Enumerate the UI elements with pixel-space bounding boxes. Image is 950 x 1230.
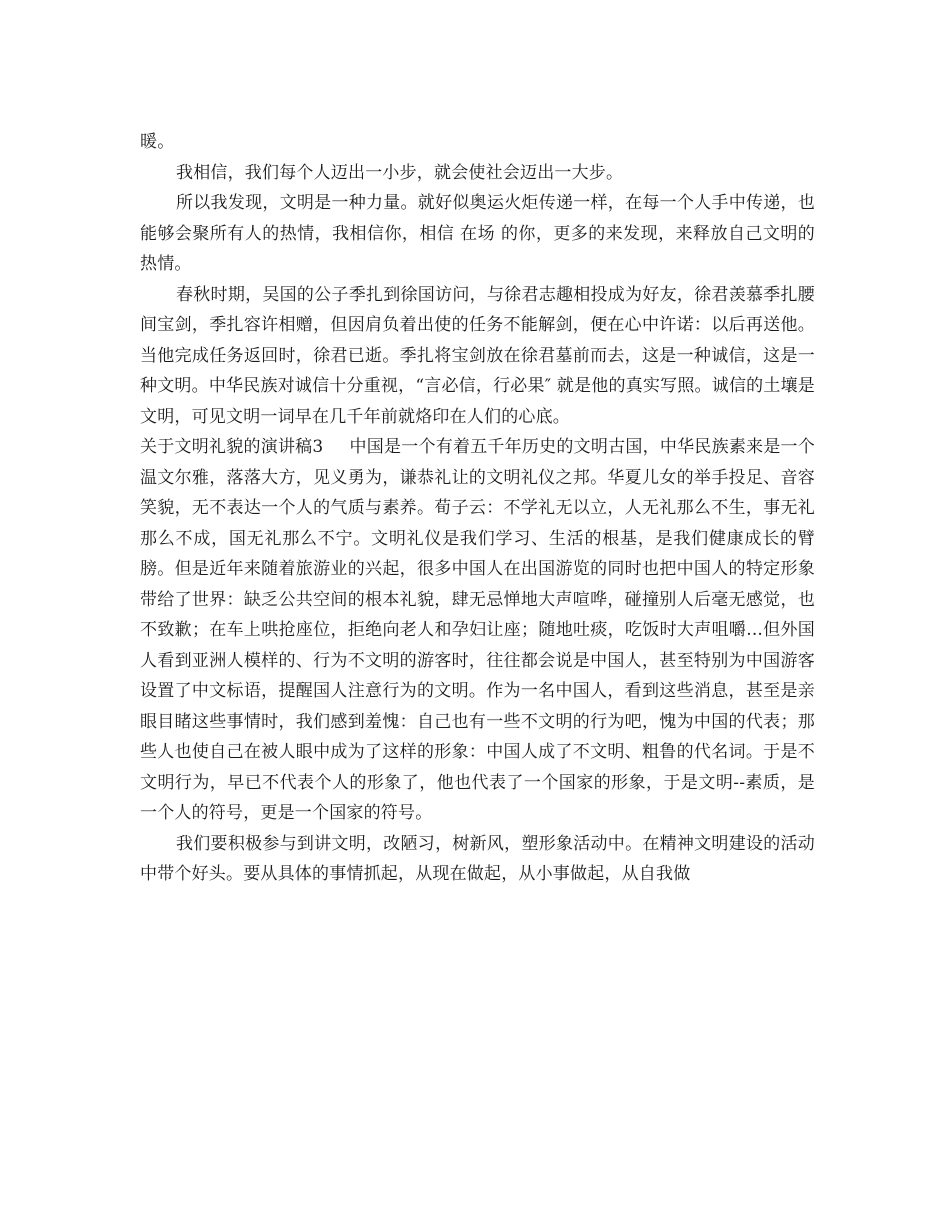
paragraph-with-heading: [140, 432, 815, 829]
paragraph-text: 中国是一个有着五千年历史的文明古国，中华民族素来是一个温文尔雅，落落大方，见义勇为，谦恭礼让的文明礼仪之邦。华夏儿女的举手投足、音容笑貌，无不表达一个人的气质与素养。荀子云：不学礼无以立，人无礼那么不生，事无礼那么不成，国无礼那么不宁。文明礼仪是我们学习、生活的根基，是我们健康成长的臂膀。但是近年来随着旅游业的兴起，很多中国人在出国游览的同时也把中国人的特定形象带给了世界：缺乏公共空间的根本礼貌，肆无忌惮地大声喧哗，碰撞别人后毫无感觉，也不致歉；在车上哄抢座位，拒绝向老人和孕妇让座；随地吐痰，吃饭时大声咀嚼...但外国人看到亚洲人模样的、行为不文明的游客时，往往都会说是中国人，甚至特别为中国游客设置了中文标语，提醒国人注意行为的文明。作为一名中国人，看到这些消息，甚至是亲眼目睹这些事情时，我们感到羞愧：自己也有一些不文明的行为吧，愧为中国的代表；那些人也使自己在被人眼中成为了这样的形象：中国人成了不文明、粗鲁的代名词。于是不文明行为，早已不代表个人的形象了，他也代表了一个国家的形象，于是文明--素质，是一个人的符号，更是一个国家的符号。: [140, 437, 816, 823]
paragraph: 我们要积极参与到讲文明，改陋习，树新风，塑形象活动中。在精神文明建设的活动中带个好头。要从具体的事情抓起，从现在做起，从小事做起，从自我做: [140, 833, 815, 884]
paragraph: 所以我发现，文明是一种力量。就好似奥运火炬传递一样，在每一个人手中传递，也能够会聚所有人的热情，我相信你，相信 在场 的你，更多的来发现，来释放自己文明的热情。: [140, 193, 815, 274]
paragraph: 我相信，我们每个人迈出一小步，就会使社会迈出一大步。: [176, 162, 624, 183]
section-heading: 关于文明礼貌的演讲稿3: [140, 437, 324, 457]
paragraph: 暖。: [140, 132, 175, 152]
paragraph: 春秋时期，吴国的公子季扎到徐国访问，与徐君志趣相投成为好友，徐君羡慕季扎腰间宝剑，季扎容许相赠，但因肩负着出使的任务不能解剑，便在心中许诺：以后再送他。当他完成任务返回时，徐君已逝。季扎将宝剑放在徐君墓前而去，这是一种诚信，这是一种文明。中华民族对诚信十分重视，“言必信，行必果″ 就是他的真实写照。诚信的土壤是文明，可见文明一词早在几千年前就烙印在人们的心底。: [140, 284, 815, 427]
document-body: [140, 127, 815, 890]
